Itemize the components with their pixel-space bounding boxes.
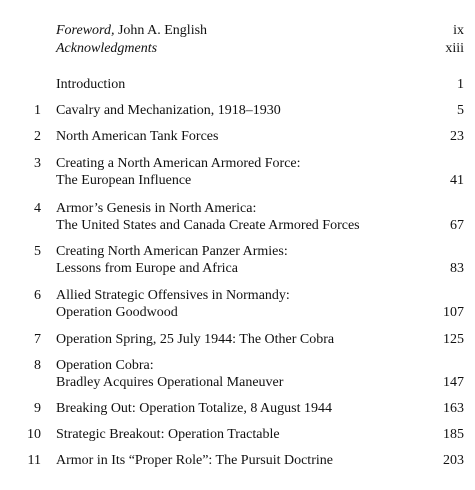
entry-page-number: 1 bbox=[457, 77, 464, 92]
entry-page-number: 185 bbox=[443, 427, 464, 442]
entry-page-number: 41 bbox=[450, 173, 464, 188]
entry-page-number: xiii bbox=[445, 41, 464, 56]
entry-title-line: Operation Cobra: bbox=[56, 358, 154, 373]
entry-page-number: 125 bbox=[443, 332, 464, 347]
entry-title-line: Strategic Breakout: Operation Tractable bbox=[56, 427, 280, 442]
chapter-number: 2 bbox=[34, 129, 41, 144]
entry-title bbox=[56, 287, 416, 321]
entry-title bbox=[56, 452, 416, 469]
entry-page-number: 163 bbox=[443, 401, 464, 416]
entry-title-rest: John A. English bbox=[114, 23, 208, 38]
entry-title bbox=[56, 40, 416, 57]
entry-title-line: The United States and Canada Create Armored Forces bbox=[56, 218, 360, 233]
entry-title-line: Operation Goodwood bbox=[56, 305, 178, 320]
entry-title bbox=[56, 102, 416, 119]
entry-title: Introduction bbox=[56, 77, 126, 92]
entry-title-line: Cavalry and Mechanization, 1918–1930 bbox=[56, 103, 281, 118]
entry-title-line: Allied Strategic Offensives in Normandy: bbox=[56, 288, 290, 303]
entry-title-line: Operation Spring, 25 July 1944: The Other Cobra bbox=[56, 332, 335, 347]
entry-title-line: Breaking Out: Operation Totalize, 8 August 1944 bbox=[56, 401, 332, 416]
chapter-number: 6 bbox=[34, 288, 41, 303]
entry-title bbox=[56, 128, 416, 145]
entry-title-line: Lessons from Europe and Africa bbox=[56, 261, 238, 276]
entry-title bbox=[56, 200, 416, 234]
entry-title bbox=[56, 400, 416, 417]
entry-title-line: Bradley Acquires Operational Maneuver bbox=[56, 375, 284, 390]
entry-page-number: 23 bbox=[450, 129, 464, 144]
chapter-number: 7 bbox=[34, 332, 41, 347]
entry-page-number: 5 bbox=[457, 103, 464, 118]
entry-page-number: 107 bbox=[443, 305, 464, 320]
chapter-number: 5 bbox=[34, 244, 41, 259]
entry-page-number: 67 bbox=[450, 218, 464, 233]
entry-title-line: Armor in Its “Proper Role”: The Pursuit Doctrine bbox=[56, 453, 333, 468]
chapter-number: 8 bbox=[34, 358, 41, 373]
chapter-number: 11 bbox=[27, 453, 41, 468]
chapter-number: 3 bbox=[34, 156, 41, 171]
entry-title-line: Creating a North American Armored Force: bbox=[56, 156, 301, 171]
entry-title bbox=[56, 357, 416, 391]
entry-title bbox=[56, 426, 416, 443]
chapter-number: 10 bbox=[27, 427, 41, 442]
entry-title bbox=[56, 331, 416, 348]
entry-title-line: Creating North American Panzer Armies: bbox=[56, 244, 288, 259]
entry-page-number: ix bbox=[453, 23, 464, 38]
chapter-number: 1 bbox=[34, 103, 41, 118]
entry-page-number: 147 bbox=[443, 375, 464, 390]
chapter-number: 9 bbox=[34, 401, 41, 416]
entry-title-italic: Foreword, bbox=[56, 23, 115, 38]
chapter-number: 4 bbox=[34, 201, 41, 216]
entry-title-line: The European Influence bbox=[56, 173, 192, 188]
entry-title-italic: Acknowledgments bbox=[56, 41, 158, 56]
entry-title bbox=[56, 155, 416, 189]
entry-title bbox=[56, 22, 416, 39]
entry-title-line: North American Tank Forces bbox=[56, 129, 219, 144]
entry-page-number: 203 bbox=[443, 453, 464, 468]
entry-title bbox=[56, 243, 416, 277]
entry-title-line: Armor’s Genesis in North America: bbox=[56, 201, 257, 216]
entry-page-number: 83 bbox=[450, 261, 464, 276]
